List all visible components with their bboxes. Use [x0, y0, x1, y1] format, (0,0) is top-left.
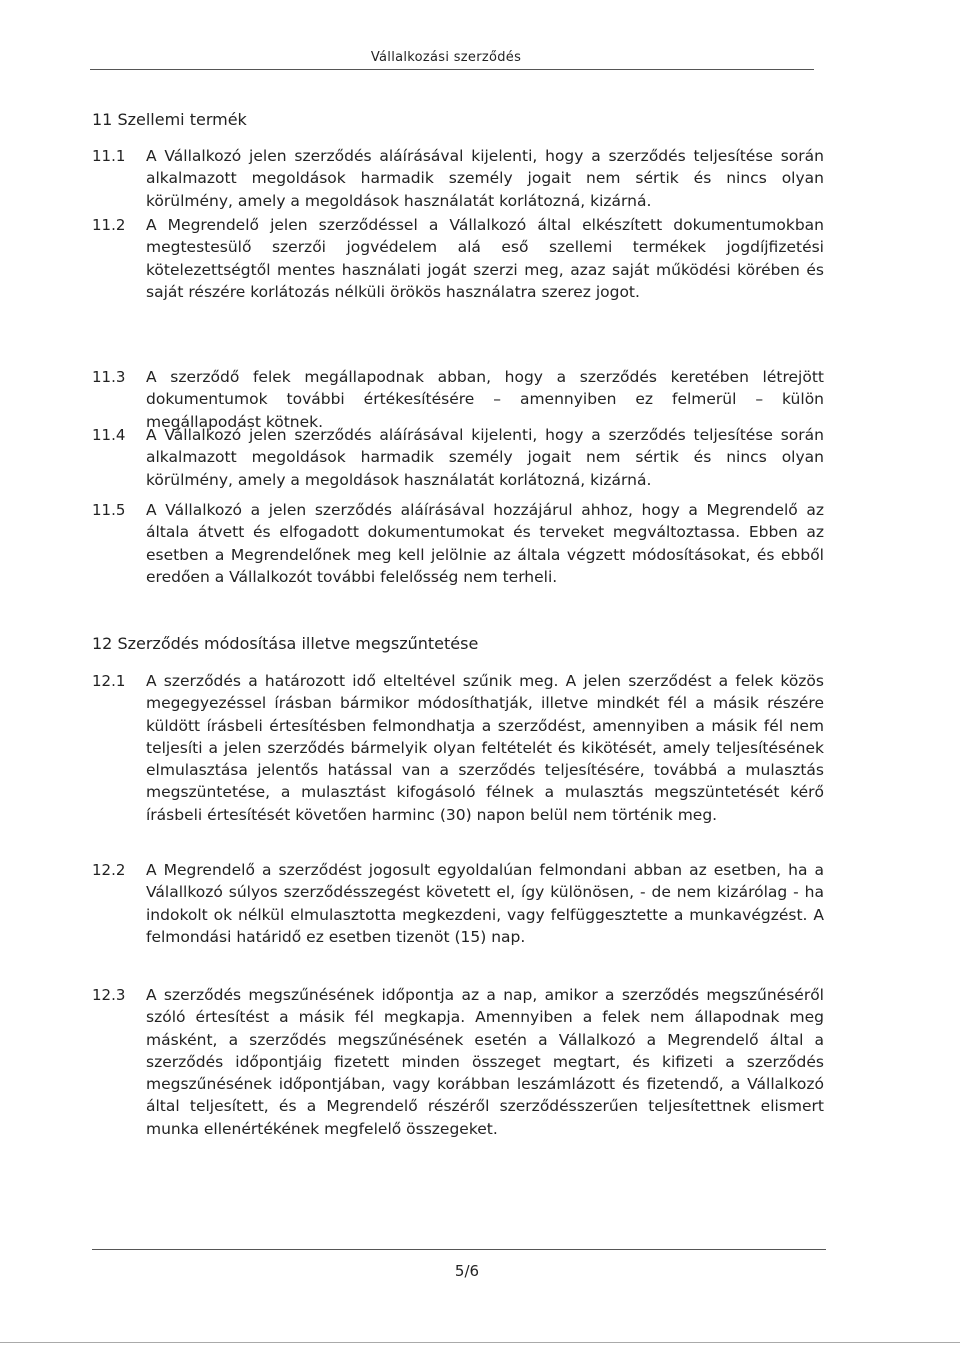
clause-number: 12.3 — [92, 986, 126, 1004]
page-number: 5/6 — [454, 1262, 480, 1280]
clause-number: 11.5 — [92, 501, 126, 519]
clause-11-4 — [92, 424, 824, 491]
clause-11-3 — [92, 366, 824, 433]
footer-rule — [92, 1249, 826, 1250]
clause-11-2 — [92, 214, 824, 303]
clause-text: A szerződés megszűnésének időpontja az a nap, amikor a szerződés megszűnéséről szóló értesítést a másik fél megkapja. Amennyiben a felek nem állapodnak meg másként, a szerződés megszűnésének esetén a Vállalkozó a Megrendelő által a szerződés időpontjáig fizetett minden összeget megtart, és kifizeti a szerződés megszűnésének időpontjában, vagy korábban leszámlázott és fizetendő, a Vállalkozó által teljesített, és a Megrendelő részéről szerződésszerűen teljesítettnek elismert munka ellenértékének megfelelő összegeket. — [146, 986, 824, 1138]
section-heading-11: 11 Szellemi termék — [92, 110, 247, 129]
clause-12-3 — [92, 984, 824, 1140]
clause-text: A Vállalkozó a jelen szerződés aláírásával hozzájárul ahhoz, hogy a Megrendelő az általa átvett és elfogadott dokumentumokat és terveket megváltoztassa. Ebben az esetben a Megrendelőnek meg kell jelölnie az általa végzett módosításokat, és ebből eredően a Vállalkozót további felelősség nem terheli. — [146, 501, 824, 586]
clause-number: 11.1 — [92, 147, 126, 165]
scan-edge-rule — [0, 1342, 960, 1343]
clause-number: 12.1 — [92, 672, 126, 690]
clause-11-1 — [92, 145, 824, 212]
clause-text: A szerződés a határozott idő elteltével szűnik meg. A jelen szerződést a felek közös megegyezéssel írásban bármikor módosíthatják, illetve mindkét fél a másik részére küldött írásbeli értesítésben felmondhatja a szerződést, amennyiben a másik fél nem teljesíti a jelen szerződés bármelyik olyan feltételét és kikötését, amely teljesítésének elmulasztása jelentős hatással van a szerződés teljesítésére, továbbá a mulasztás megszüntetése, a mulasztást kifogásoló félnek a mulasztás megszüntetését kérő írásbeli értesítését követően harminc (30) napon belül nem történik meg. — [146, 672, 824, 824]
section-heading-12: 12 Szerződés módosítása illetve megszűntetése — [92, 634, 479, 653]
header-title: Vállalkozási szerződés — [370, 50, 522, 65]
clause-text: A Vállalkozó jelen szerződés aláírásával kijelenti, hogy a szerződés teljesítése során alkalmazott megoldások harmadik személy jogait nem sértik és nincs olyan körülmény, amely a megoldások használatát korlátozná, kizárná. — [146, 147, 824, 210]
clause-number: 12.2 — [92, 861, 126, 879]
clause-text: A Megrendelő a szerződést jogosult egyoldalúan felmondani abban az esetben, ha a Válallkozó súlyos szerződésszegést követett el, így különösen, - de nem kizárólag - ha indokolt ok nélkül elmulasztotta megkezdeni, vagy felfüggesztette a munkavégzést. A felmondási határidő ez esetben tizenöt (15) nap. — [146, 861, 824, 946]
clause-text: A Megrendelő jelen szerződéssel a Vállalkozó által elkészített dokumentumokban megtestesülő szerzői jogvédelem alá eső szellemi termékek jogdíjfizetési kötelezettségtől mentes használati jogát szerzi meg, azaz saját működési körében és saját részére korlátozás nélküli örökös használatra szerez jogot. — [146, 216, 824, 301]
clause-text: A szerződő felek megállapodnak abban, hogy a szerződés keretében létrejött dokumentumok további értékesítésére – amennyiben ez felmerül – külön megállapodást kötnek. — [146, 368, 824, 431]
clause-text: A Vállalkozó jelen szerződés aláírásával kijelenti, hogy a szerződés teljesítése során alkalmazott megoldások harmadik személy jogait nem sértik és nincs olyan körülmény, amely a megoldások használatát korlátozná, kizárná. — [146, 426, 824, 489]
clause-12-2 — [92, 859, 824, 948]
clause-11-5 — [92, 499, 824, 588]
clause-12-1 — [92, 670, 824, 826]
clause-number: 11.3 — [92, 368, 126, 386]
clause-number: 11.4 — [92, 426, 126, 444]
header-rule — [90, 69, 814, 70]
clause-number: 11.2 — [92, 216, 126, 234]
